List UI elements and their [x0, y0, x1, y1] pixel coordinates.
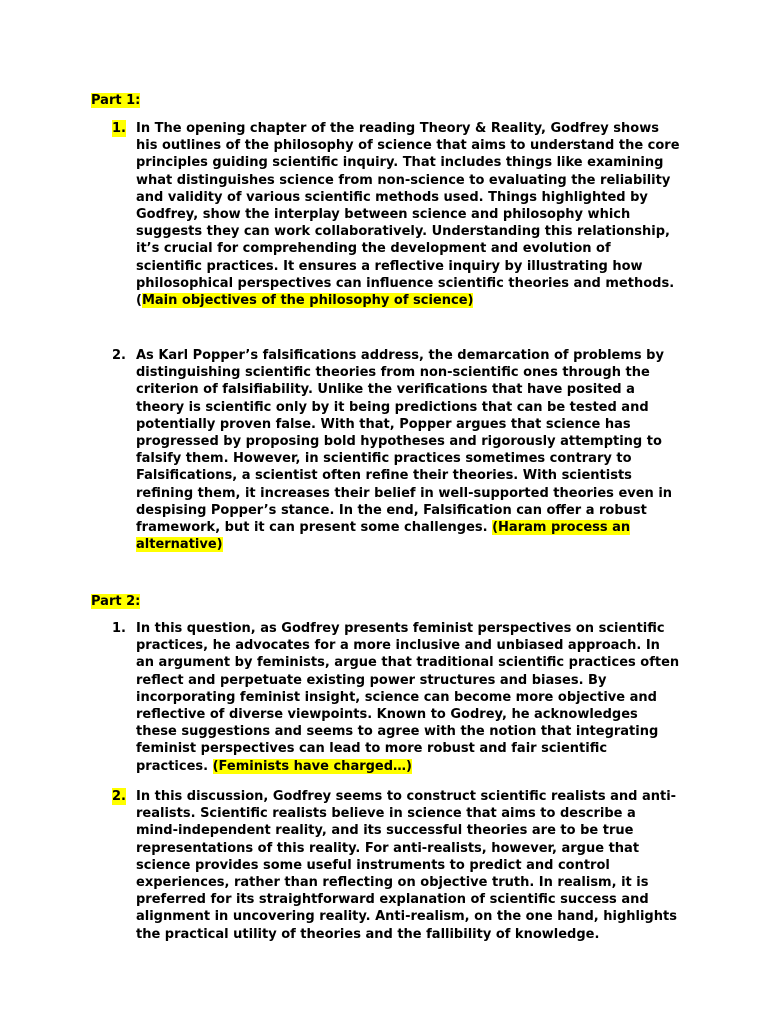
part2-item-1-text: In this question, as Godfrey presents feminist perspectives on scientific practices, he advocates for a more inclusive and unbiased approach. In an argument by feminists, argue that traditional scientific practices often reflect and perpetuate existing power structures and biases. By incorporating feminist insight, science can become more objective and reflective of diverse viewpoints. Known to Godrey, he acknowledges these suggestions and seems to agree with the notion that integrating feminist perspectives can lead to more robust and fair scientific practices.: [136, 621, 680, 774]
part2-item-1: [112, 620, 680, 775]
part1-heading-text: Part 1:: [91, 93, 141, 108]
part1-item-1-highlight: Main objectives of the philosophy of science): [141, 293, 474, 309]
part1-heading: [91, 92, 140, 109]
part1-item-1-number: 1.: [112, 121, 126, 136]
part2-heading: [91, 593, 140, 610]
part2-item-2-number: 2.: [112, 789, 126, 804]
part2-item-2-body: [136, 788, 680, 943]
part1-item-2: [112, 347, 680, 553]
part2-item-2-text: In this discussion, Godfrey seems to construct scientific realists and anti-realists. Scientific realists believe in science that aims to describe a mind-independent reality, and its successful theories are to be true representations of this reality. For anti-realists, however, argue that science provides some useful instruments to predict and control experiences, rather than reflecting on objective truth. In realism, it is preferred for its straightforward explanation of scientific success and alignment in uncovering reality. Anti-realism, on the one hand, highlights the practical utility of theories and the fallibility of knowledge.: [136, 789, 677, 942]
part2-item-1-body: [136, 620, 680, 775]
part1-item-2-highlight: (Haram process an alternative): [136, 520, 631, 553]
part1-item-1: [112, 120, 680, 309]
part1-item-2-body: [136, 347, 680, 553]
part2-item-2: [112, 788, 680, 943]
part1-item-2-number: 2.: [112, 348, 126, 363]
part1-item-1-text: In The opening chapter of the reading Theory & Reality, Godfrey shows his outlines of the philosophy of science that aims to understand the core principles guiding scientific inquiry. That includes things like examining what distinguishes science from non-science to evaluating the reliability and validity of various scientific methods used. Things highlighted by Godfrey, show the interplay between science and philosophy which suggests they can work collaboratively. Understanding this relationship, it’s crucial for comprehending the development and evolution of scientific practices. It ensures a reflective inquiry by illustrating how philosophical perspectives can influence scientific theories and methods. (: [136, 121, 680, 309]
part2-item-1-highlight: (Feminists have charged…): [212, 758, 412, 774]
part1-item-1-body: [136, 120, 680, 309]
part2-item-1-number: 1.: [112, 621, 126, 636]
part1-item-2-text: As Karl Popper’s falsifications address, the demarcation of problems by distinguishing scientific theories from non-scientific ones through the criterion of falsifiability. Unlike the verifications that have posited a theory is scientific only by it being predictions that can be tested and potentially proven false. With that, Popper argues that science has progressed by proposing bold hypotheses and rigorously attempting to falsify them. However, in scientific practices sometimes contrary to Falsifications, a scientist often refine their theories. With scientists refining them, it increases their belief in well-supported theories even in despising Popper’s stance. In the end, Falsification can offer a robust framework, but it can present some challenges.: [136, 348, 673, 536]
part2-heading-text: Part 2:: [91, 594, 141, 609]
